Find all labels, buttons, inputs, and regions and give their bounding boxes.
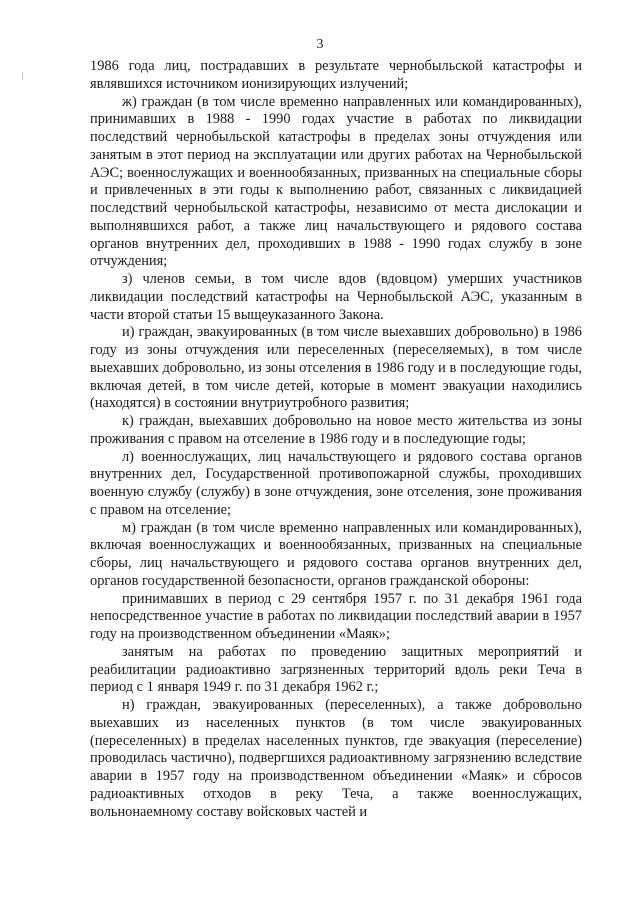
paragraph-item-n: н) граждан, эвакуированных (переселенных), а также добровольно выехавших из населенных пунктов (в том числе эвакуированных (переселенных) в пределах населенных пунктов, где эвакуация (переселение) проводилась частично), подвергшихся радиоактивному загрязнению вследствие аварии в 1957 году на производственном объединении «Маяк» и сбросов радиоактивных отходов в реку Теча, а также военнослужащих, вольнонаемному составу войсковых частей и (90, 697, 582, 820)
page-number: 3 (316, 37, 324, 52)
paragraph-item-i: и) граждан, эвакуированных (в том числе выехавших добровольно) в 1986 году из зоны отчуждения или переселенных (переселяемых), в том числе выехавших добровольно, из зоны отселения в 1986 году и в последующие годы, включая детей, в том числе детей, которые в момент эвакуации находились (находятся) в состоянии внутриутробного развития; (90, 324, 582, 412)
paragraph-item-k: к) граждан, выехавших добровольно на новое место жительства из зоны проживания с правом на отселение в 1986 году и в последующие годы; (90, 413, 582, 447)
paragraph-item-m-sub2: занятым на работах по проведению защитных мероприятий и реабилитации радиоактивно загрязненных территорий вдоль реки Теча в период с 1 января 1949 г. по 31 декабря 1962 г.; (90, 643, 582, 696)
paragraph-item-zh: ж) граждан (в том числе временно направленных или командированных), принимавших в 1988 - 1990 годах участие в работах по ликвидации последствий чернобыльской катастрофы в пределах зоны отчуждения или занятым в этот период на эксплуатации или других работах на Чернобыльской АЭС; военнослужащих и военнообязанных, призванных на специальные сборы и привлеченных в эти годы к выполнению работ, связанных с ликвидацией последствий чернобыльской катастрофы, независимо от места дислокации и выполнявшихся работ, а также лиц начальствующего и рядового состава органов внутренних дел, проходивших в 1988 - 1990 годах службу в зоне отчуждения; (90, 93, 582, 270)
paragraph-item-m: м) граждан (в том числе временно направленных или командированных), включая военнослужащих и военнообязанных, призванных на специальные сборы, лиц начальствующего и рядового состава органов внутренних дел, органов государственной безопасности, органов гражданской обороны: (90, 519, 582, 589)
paragraph-item-l: л) военнослужащих, лиц начальствующего и рядового состава органов внутренних дел, Государственной противопожарной службы, проходивших военную службу (службу) в зоне отчуждения, зоне отселения, зоне проживания с правом на отселение; (90, 448, 582, 518)
paragraph-item-z: з) членов семьи, в том числе вдов (вдовцом) умерших участников ликвидации последствий катастрофы на Чернобыльской АЭС, указанным в части второй статьи 15 выщеуказанного Закона. (90, 271, 582, 323)
document-body (90, 58, 582, 821)
paragraph-continuation: 1986 года лиц, пострадавших в результате чернобыльской катастрофы и являвшихся источником ионизирующих излучений; (90, 58, 582, 92)
paragraph-item-m-sub1: принимавших в период с 29 сентября 1957 г. по 31 декабря 1961 года непосредственное участие в работах по ликвидации последствий аварии в 1957 году на производственном объединении «Маяк»; (90, 590, 582, 642)
scan-artifact (22, 72, 23, 80)
